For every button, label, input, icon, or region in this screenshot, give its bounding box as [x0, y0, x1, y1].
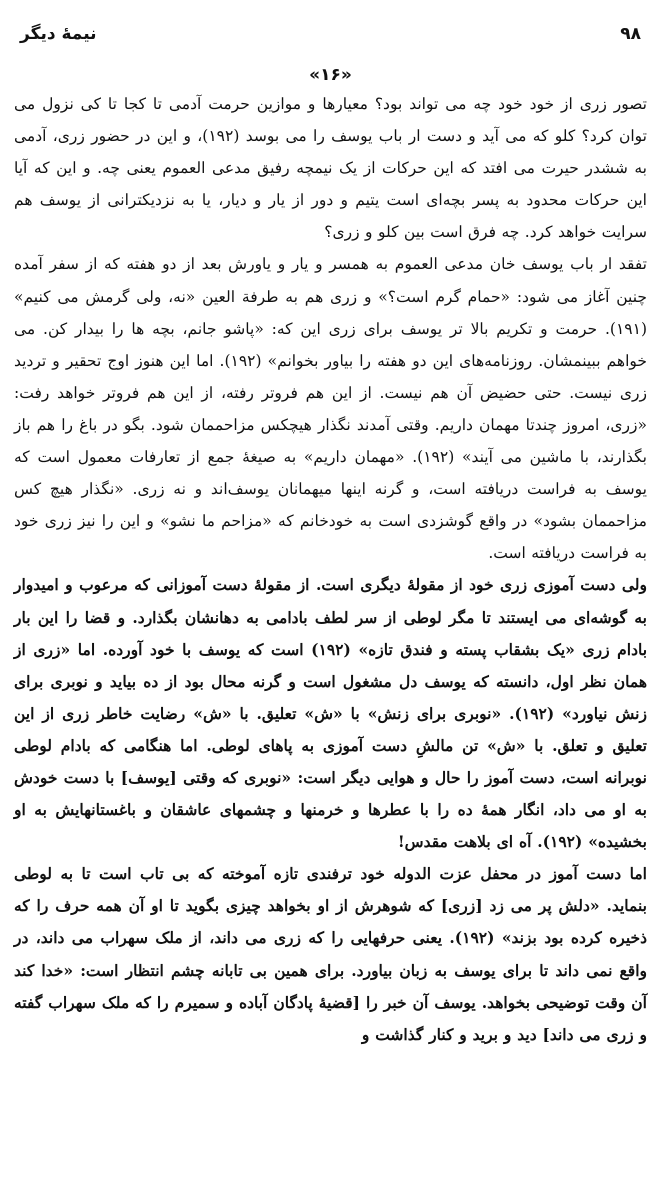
- page-header: [14, 24, 647, 58]
- paragraph: اما دست آموز در محفل عزت الدوله خود ترفندی تازه آموخته که بی تاب است تا به لوطی بنماید. «دلش پر می زد [زری] که شوهرش از او بخواهد چیزی بگوید تا او آن همه حرف را که ذخیره کرده بود بزند» (۱۹۲). یعنی حرفهایی را که زری می داند، از ملک سهراب می داند، در واقع نمی داند تا برای یوسف به زبان بیاورد. برای همین بی تابانه چشم انتظار است: «خدا کند آن وقت توضیحی بخواهد. یوسف آن خبر را [قضیهٔ پادگان آباده و سمیرم را که ملک سهراب گفته و زری می داند] دید و برید و کنار گذاشت و: [14, 864, 647, 1044]
- section-number: «۱۶»: [309, 65, 352, 85]
- paragraph: تفقد ار باب یوسف خان مدعی العموم به همسر و یار و یاورش بعد از دو هفته که از سفر آمده چنین آغاز می شود: «حمام گرم است؟» و زری هم به طرفة العین «نه، ولی گرمش می کنیم» (۱۹۱). حرمت و تکریم بالا تر یوسف برای زری این که: «پاشو جانم، بچه ها را بیدار کن. می خواهم ببینمشان. روزنامه‌های این دو هفته را بیاور بخوانم» (۱۹۲). اما این هنوز اوج تحقیر و تردید زری نیست. حتی حضیض آن هم نیست. از این هم فروتر رفته، از این هم فروتر خواهد رفت: «زری، امروز چندتا مهمان داریم. وقتی آمدند نگذار هیچکس مزاحممان شود. بگو در باغ را هم باز بگذارند، با ماشین می آیند» (۱۹۲). «مهمان داریم» به صیغهٔ جمع از تعارفات معمول است که یوسف به فراست دریافته است، و گرنه اینها میهمانان یوسف‌اند و نه زری. «نگذار هیچ کس مزاحممان بشود» در واقع گوشزدی است به خودخانم که «مزاحم ما نشو» و این را نیز زری خود به فراست دریافته است.: [14, 255, 648, 563]
- paragraph: تصور زری از خود خود چه می تواند بود؟ معیارها و موازین حرمت آدمی تا کجا تا کی نزول می توان کرد؟ کلو که می آید و دست ار باب یوسف را می بوسد (۱۹۲)، و این در حضور زری، آدمی به ششدر حیرت می افتد که این حرکات از یک نیمچه رفیق مدعی العموم یعنی چه. و این که آیا این حرکات محدود به پسر بچه‌ای است یتیم و دور از یار و دیار، یا به نزدیکترانی از یوسف هم سرایت خواهد کرد. چه فرق است بین کلو و زری؟: [14, 95, 647, 242]
- body-text: [14, 88, 647, 1051]
- paragraph: ولی دست آموزی زری خود از مقولهٔ دیگری است. از مقولهٔ دست آموزانی که مرعوب و امیدوار به گوشه‌ای می ایستند تا مگر لوطی از سر لطف بادامی به دهانشان بگذارد. و قضا را این بار بادام زری «یک بشقاب پسته و فندق تازه» (۱۹۲) است که یوسف با خود آورده. اما «زری از همان نظر اول، دانسته که یوسف دل مشغول است و گرنه محال بود از ده بیاید و نوبری برای زنش نیاورد» (۱۹۲). «نوبری برای زنش» با «ش» تعلیق. با «ش» رضایت خاطر زری از این تعلیق و تعلق. با «ش» تن مالشِ دست آموزی به پاهای لوطی. اما هنگامی که بادام لوطی نوبرانه است، دست آموز را حال و هوایی دیگر است: «نوبری که وقتی [یوسف] با دست خودش به او می داد، انگار همهٔ ده را با عطرها و خرمنها و چشمهای عاشقان و باغستانهایش به او بخشیده» (۱۹۲). آه ای بلاهت مقدس!: [14, 575, 648, 852]
- running-title: نیمهٔ دیگر: [20, 24, 97, 44]
- page-number: ۹۸: [620, 24, 641, 44]
